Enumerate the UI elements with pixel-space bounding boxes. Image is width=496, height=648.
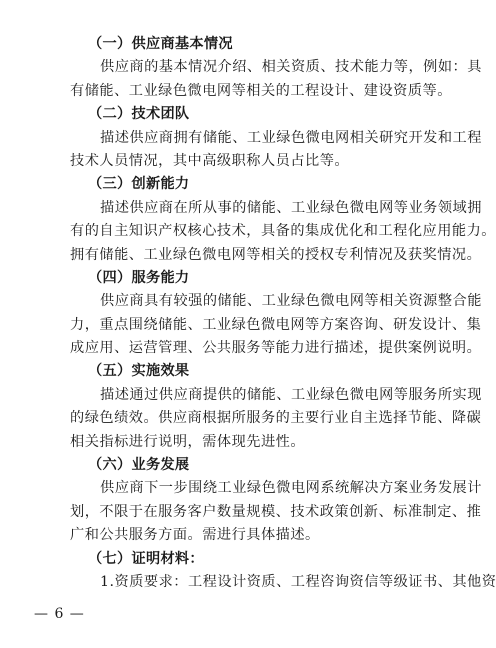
- paragraph-line: 力，重点围绕储能、工业绿色微电网等方案咨询、研发设计、集: [70, 317, 482, 333]
- page-number: — 6 —: [34, 606, 85, 622]
- section-heading-7: （七）证明材料：: [88, 551, 204, 567]
- section-heading-6: （六）业务发展: [88, 457, 190, 473]
- paragraph-line: 广和公共服务方面。需进行具体描述。: [70, 527, 320, 543]
- section-heading-3: （三）创新能力: [88, 176, 190, 192]
- paragraph-line: 划，不限于在服务客户数量规模、技术政策创新、标准制定、推: [70, 504, 482, 520]
- section-heading-5: （五）实施效果: [88, 363, 190, 379]
- paragraph-line: 供应商下一步围绕工业绿色微电网系统解决方案业务发展计: [100, 480, 482, 496]
- paragraph-line: 拥有储能、工业绿色微电网等相关的授权专利情况及获奖情况。: [70, 247, 482, 263]
- paragraph-line: 技术人员情况，其中高级职称人员占比等。: [70, 153, 350, 169]
- paragraph-line: 相关指标进行说明，需体现先进性。: [70, 434, 306, 450]
- paragraph-line: 描述供应商拥有储能、工业绿色微电网相关研究开发和工程: [100, 130, 482, 146]
- paragraph-line: 有的自主知识产权核心技术，具备的集成优化和工程化应用能力。: [70, 223, 496, 239]
- paragraph-line: 描述供应商在所从事的储能、工业绿色微电网等业务领域拥: [100, 200, 482, 216]
- paragraph-line: 描述通过供应商提供的储能、工业绿色微电网等服务所实现: [100, 387, 482, 403]
- paragraph-line: 的绿色绩效。供应商根据所服务的主要行业自主选择节能、降碳: [70, 410, 482, 426]
- paragraph-line: 1.资质要求：工程设计资质、工程咨询资信等级证书、其他资: [100, 574, 496, 590]
- section-heading-2: （二）技术团队: [88, 106, 190, 122]
- section-heading-4: （四）服务能力: [88, 270, 190, 286]
- section-heading-1: （一）供应商基本情况: [88, 36, 233, 52]
- paragraph-line: 供应商的基本情况介绍、相关资质、技术能力等，例如：具: [100, 59, 482, 75]
- paragraph-line: 有储能、工业绿色微电网等相关的工程设计、建设资质等。: [70, 83, 452, 99]
- paragraph-line: 成应用、运营管理、公共服务等能力进行描述，提供案例说明。: [70, 340, 482, 356]
- paragraph-line: 供应商具有较强的储能、工业绿色微电网等相关资源整合能: [100, 293, 482, 309]
